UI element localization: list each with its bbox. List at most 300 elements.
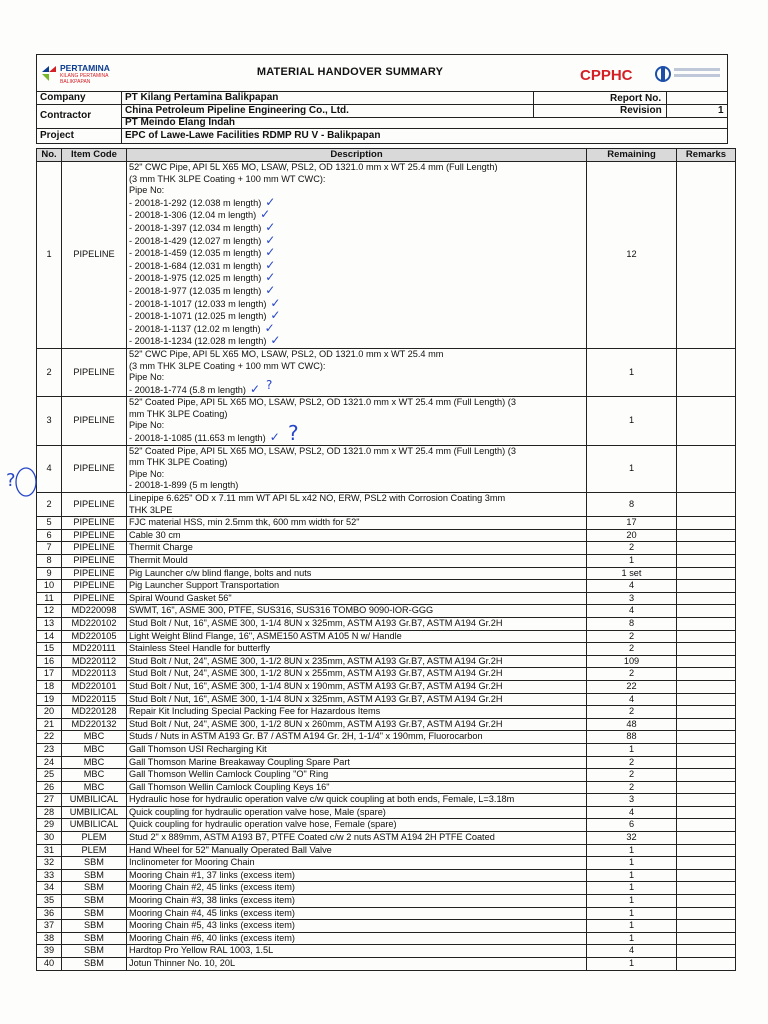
- row-description: Thermit Mould: [127, 555, 587, 568]
- row-remarks: [677, 580, 736, 593]
- row-description: FJC material HSS, min 2.5mm thk, 600 mm width for 52": [127, 517, 587, 530]
- row-remaining: 1 set: [587, 567, 677, 580]
- description-line: mm THK 3LPE Coating): [129, 457, 228, 468]
- row-description: Hydraulic hose for hydraulic operation valve c/w quick coupling at both ends, Female, L=3.18m: [127, 794, 587, 807]
- row-no: 30: [37, 832, 62, 845]
- row-remarks: [677, 806, 736, 819]
- row-description: Mooring Chain #5, 43 links (excess item): [127, 920, 587, 933]
- row-remaining: 2: [587, 781, 677, 794]
- description-line: Pipe No:: [129, 185, 165, 196]
- pipe-number-text: - 20018-1-975 (12.025 m length): [129, 273, 262, 284]
- check-mark-icon: ✓: [249, 381, 261, 396]
- row-item-code: SBM: [62, 958, 127, 971]
- row-item-code: MD220098: [62, 605, 127, 618]
- circle-annotation-icon: [14, 466, 38, 498]
- pipe-number-line: [129, 232, 584, 248]
- row-remarks: [677, 542, 736, 555]
- row-remaining: 2: [587, 706, 677, 719]
- table-row: [37, 445, 736, 492]
- check-mark-icon: ✓: [265, 232, 276, 247]
- divider: [121, 91, 122, 144]
- row-no: 3: [37, 397, 62, 445]
- row-description: Stud Bolt / Nut, 16", ASME 300, 1-1/4 8UN x 325mm, ASTM A193 Gr.B7, ASTM A194 Gr.2H: [127, 693, 587, 706]
- row-remaining: 1: [587, 743, 677, 756]
- row-item-code: PIPELINE: [62, 162, 127, 349]
- row-remarks: [677, 493, 736, 517]
- row-description: Mooring Chain #1, 37 links (excess item): [127, 869, 587, 882]
- row-remaining: 6: [587, 819, 677, 832]
- description-line: Pipe No:: [129, 468, 165, 479]
- question-mark-annotation: ?: [6, 470, 16, 491]
- row-remarks: [677, 718, 736, 731]
- table-row: [37, 869, 736, 882]
- row-item-code: MD220111: [62, 643, 127, 656]
- pipe-number-line: [129, 194, 584, 210]
- row-no: 19: [37, 693, 62, 706]
- row-remarks: [677, 945, 736, 958]
- row-item-code: MD220132: [62, 718, 127, 731]
- row-item-code: PLEM: [62, 832, 127, 845]
- row-no: 2: [37, 493, 62, 517]
- row-remaining: 1: [587, 397, 677, 445]
- pipe-number-line: [129, 219, 584, 235]
- check-mark-icon: ✓: [265, 245, 276, 260]
- row-item-code: PIPELINE: [62, 397, 127, 445]
- row-remaining: 1: [587, 555, 677, 568]
- table-row: [37, 832, 736, 845]
- row-no: 32: [37, 857, 62, 870]
- row-no: 35: [37, 895, 62, 908]
- row-remaining: 2: [587, 630, 677, 643]
- contractor-value-1: China Petroleum Pipeline Engineering Co., Ltd.: [125, 105, 349, 116]
- row-description: Gall Thomson Marine Breakaway Coupling Spare Part: [127, 756, 587, 769]
- table-row: [37, 630, 736, 643]
- description-line: Pipe No:: [129, 372, 165, 383]
- row-remarks: [677, 907, 736, 920]
- row-item-code: MBC: [62, 769, 127, 782]
- row-item-code: SBM: [62, 895, 127, 908]
- row-description: [127, 348, 587, 396]
- pipe-number-text: - 20018-1-684 (12.031 m length): [129, 260, 262, 271]
- row-item-code: MD220102: [62, 617, 127, 630]
- row-item-code: MD220113: [62, 668, 127, 681]
- row-no: 8: [37, 555, 62, 568]
- row-no: 21: [37, 718, 62, 731]
- row-description: Hand Wheel for 52" Manually Operated Ball Valve: [127, 844, 587, 857]
- row-no: 4: [37, 445, 62, 492]
- divider: [36, 128, 728, 129]
- company-value: PT Kilang Pertamina Balikpapan: [125, 92, 279, 103]
- row-no: 17: [37, 668, 62, 681]
- row-remaining: 3: [587, 794, 677, 807]
- row-remaining: 1: [587, 907, 677, 920]
- row-description: Cable 30 cm: [127, 529, 587, 542]
- project-label: Project: [40, 130, 74, 141]
- contractor-label: Contractor: [40, 110, 92, 121]
- pipe-number-text: - 20018-1-397 (12.034 m length): [129, 222, 262, 233]
- row-description: Quick coupling for hydraulic operation valve hose, Male (spare): [127, 806, 587, 819]
- row-description: Stud Bolt / Nut, 24", ASME 300, 1-1/2 8UN x 255mm, ASTM A193 Gr.B7, ASTM A194 Gr.2H: [127, 668, 587, 681]
- row-remaining: 2: [587, 668, 677, 681]
- description-line: THK 3LPE: [129, 504, 173, 515]
- row-item-code: PIPELINE: [62, 580, 127, 593]
- row-remarks: [677, 895, 736, 908]
- table-row: [37, 706, 736, 719]
- row-description: Mooring Chain #2, 45 links (excess item): [127, 882, 587, 895]
- row-description: Gall Thomson Wellin Camlock Coupling "O" Ring: [127, 769, 587, 782]
- row-remaining: 32: [587, 832, 677, 845]
- table-row: [37, 397, 736, 445]
- pipe-number-line: [129, 257, 584, 273]
- row-no: 12: [37, 605, 62, 618]
- row-description: SWMT, 16", ASME 300, PTFE, SUS316, SUS316 TOMBO 9090-IOR-GGG: [127, 605, 587, 618]
- row-item-code: MBC: [62, 781, 127, 794]
- row-remarks: [677, 743, 736, 756]
- table-row: [37, 756, 736, 769]
- pipe-number-line: [129, 310, 584, 323]
- table-row: [37, 162, 736, 349]
- table-row: [37, 555, 736, 568]
- row-remarks: [677, 592, 736, 605]
- row-remaining: 1: [587, 920, 677, 933]
- row-description: Stud Bolt / Nut, 24", ASME 300, 1-1/2 8UN x 260mm, ASTM A193 Gr.B7, ASTM A194 Gr.2H: [127, 718, 587, 731]
- row-remarks: [677, 668, 736, 681]
- row-no: 11: [37, 592, 62, 605]
- row-no: 27: [37, 794, 62, 807]
- row-remaining: 4: [587, 580, 677, 593]
- row-remaining: 109: [587, 655, 677, 668]
- row-description: Gall Thomson Wellin Camlock Coupling Keys 16": [127, 781, 587, 794]
- row-remarks: [677, 731, 736, 744]
- row-item-code: MBC: [62, 756, 127, 769]
- cpphc-meindo-logo-icon: [578, 62, 726, 88]
- row-no: 40: [37, 958, 62, 971]
- description-line: 52" CWC Pipe, API 5L X65 MO, LSAW, PSL2, OD 1321.0 mm x WT 25.4 mm: [129, 348, 444, 359]
- row-item-code: PIPELINE: [62, 529, 127, 542]
- table-row: [37, 781, 736, 794]
- contractor-value-2: PT Meindo Elang Indah: [125, 117, 235, 128]
- page-title: MATERIAL HANDOVER SUMMARY: [256, 66, 444, 78]
- table-row: [37, 542, 736, 555]
- pipe-number-line: [129, 209, 584, 222]
- pipe-number-text: - 20018-1-1137 (12.02 m length): [129, 323, 261, 334]
- row-remarks: [677, 769, 736, 782]
- items-table: [36, 148, 736, 971]
- table-row: [37, 529, 736, 542]
- pipe-number-text: - 20018-1-774 (5.8 m length): [129, 384, 246, 395]
- row-no: 14: [37, 630, 62, 643]
- table-row: [37, 693, 736, 706]
- description-line: (3 mm THK 3LPE Coating + 100 mm WT CWC):: [129, 360, 326, 371]
- row-remarks: [677, 844, 736, 857]
- logo-right-text: CPPHC: [580, 67, 633, 84]
- row-remaining: 4: [587, 945, 677, 958]
- divider: [666, 91, 667, 117]
- revision-value: 1: [718, 105, 724, 116]
- row-remaining: 1: [587, 348, 677, 396]
- pipe-number-text: - 20018-1-459 (12.035 m length): [129, 248, 262, 259]
- row-no: 18: [37, 680, 62, 693]
- row-description: Pig Launcher c/w blind flange, bolts and nuts: [127, 567, 587, 580]
- row-remaining: 1: [587, 445, 677, 492]
- table-row: [37, 932, 736, 945]
- row-no: 39: [37, 945, 62, 958]
- row-no: 2: [37, 348, 62, 396]
- logo-left-name: PERTAMINA: [60, 63, 110, 73]
- row-description: Thermit Charge: [127, 542, 587, 555]
- row-description: Inclinometer for Mooring Chain: [127, 857, 587, 870]
- row-item-code: UMBILICAL: [62, 819, 127, 832]
- row-item-code: PIPELINE: [62, 567, 127, 580]
- pipe-number-text: - 20018-1-899 (5 m length): [129, 480, 239, 491]
- row-item-code: MBC: [62, 731, 127, 744]
- row-description: Studs / Nuts in ASTM A193 Gr. B7 / ASTM A194 Gr. 2H, 1-1/4" x 190mm, Fluorocarbon: [127, 731, 587, 744]
- col-remarks: Remarks: [677, 149, 736, 162]
- row-remarks: [677, 781, 736, 794]
- row-item-code: PLEM: [62, 844, 127, 857]
- row-description: Mooring Chain #4, 45 links (excess item): [127, 907, 587, 920]
- row-remarks: [677, 630, 736, 643]
- description-line: 52" Coated Pipe, API 5L X65 MO, LSAW, PSL2, OD 1321.0 mm x WT 25.4 mm (Full Length) (3: [129, 397, 516, 408]
- pipe-number-text: - 20018-1-1085 (11.653 m length): [129, 433, 266, 444]
- row-remarks: [677, 162, 736, 349]
- table-row: [37, 605, 736, 618]
- contractor-logo: [578, 62, 726, 88]
- project-value: EPC of Lawe-Lawe Facilities RDMP RU V - Balikpapan: [125, 130, 381, 141]
- row-item-code: PIPELINE: [62, 555, 127, 568]
- revision-label: Revision: [620, 105, 662, 116]
- row-item-code: SBM: [62, 945, 127, 958]
- description-line: 52" CWC Pipe, API 5L X65 MO, LSAW, PSL2, OD 1321.0 mm x WT 25.4 mm (Full Length): [129, 162, 498, 172]
- row-remarks: [677, 706, 736, 719]
- col-item-code: Item Code: [62, 149, 127, 162]
- row-item-code: SBM: [62, 882, 127, 895]
- pipe-number-text: - 20018-1-977 (12.035 m length): [129, 285, 262, 296]
- pertamina-logo: [40, 60, 122, 90]
- row-no: 20: [37, 706, 62, 719]
- row-item-code: PIPELINE: [62, 517, 127, 530]
- row-remaining: 12: [587, 162, 677, 349]
- table-row: [37, 945, 736, 958]
- row-no: 34: [37, 882, 62, 895]
- row-description: Stud 2" x 889mm, ASTM A193 B7, PTFE Coated c/w 2 nuts ASTM A194 2H PTFE Coated: [127, 832, 587, 845]
- row-description: Hardtop Pro Yellow RAL 1003, 1.5L: [127, 945, 587, 958]
- row-remaining: 1: [587, 882, 677, 895]
- pertamina-mark-icon: [40, 62, 58, 84]
- table-row: [37, 743, 736, 756]
- row-remaining: 2: [587, 756, 677, 769]
- row-remarks: [677, 932, 736, 945]
- row-remarks: [677, 794, 736, 807]
- row-description: Jotun Thinner No. 10, 20L: [127, 958, 587, 971]
- row-no: 38: [37, 932, 62, 945]
- row-remaining: 2: [587, 542, 677, 555]
- row-no: 33: [37, 869, 62, 882]
- row-description: Gall Thomson USI Recharging Kit: [127, 743, 587, 756]
- table-row: [37, 718, 736, 731]
- table-row: [37, 567, 736, 580]
- pipe-number-line: [129, 381, 584, 397]
- row-item-code: PIPELINE: [62, 592, 127, 605]
- row-no: 31: [37, 844, 62, 857]
- row-no: 23: [37, 743, 62, 756]
- pipe-number-text: - 20018-1-292 (12.038 m length): [129, 197, 262, 208]
- check-mark-icon: ✓: [265, 282, 276, 297]
- row-remarks: [677, 517, 736, 530]
- description-line: Pipe No:: [129, 420, 165, 431]
- description-line: mm THK 3LPE Coating): [129, 408, 228, 419]
- table-row: [37, 882, 736, 895]
- row-remarks: [677, 605, 736, 618]
- table-row: [37, 731, 736, 744]
- row-description: [127, 162, 587, 349]
- table-row: [37, 580, 736, 593]
- row-remaining: 22: [587, 680, 677, 693]
- row-remarks: [677, 655, 736, 668]
- table-row: [37, 592, 736, 605]
- row-no: 29: [37, 819, 62, 832]
- row-no: 5: [37, 517, 62, 530]
- row-remaining: 1: [587, 932, 677, 945]
- row-remaining: 3: [587, 592, 677, 605]
- row-remarks: [677, 529, 736, 542]
- row-item-code: UMBILICAL: [62, 794, 127, 807]
- col-no: No.: [37, 149, 62, 162]
- row-no: 10: [37, 580, 62, 593]
- row-description: Stud Bolt / Nut, 16", ASME 300, 1-1/4 8UN x 325mm, ASTM A193 Gr.B7, ASTM A194 Gr.2H: [127, 617, 587, 630]
- row-remaining: 2: [587, 643, 677, 656]
- row-item-code: PIPELINE: [62, 493, 127, 517]
- row-remaining: 1: [587, 869, 677, 882]
- row-item-code: MBC: [62, 743, 127, 756]
- col-description: Description: [127, 149, 587, 162]
- row-item-code: PIPELINE: [62, 348, 127, 396]
- row-description: Stainless Steel Handle for butterfly: [127, 643, 587, 656]
- row-item-code: SBM: [62, 907, 127, 920]
- check-mark-icon: ✓: [265, 219, 276, 234]
- pipe-number-line: [129, 272, 584, 285]
- check-mark-icon: ✓: [269, 430, 280, 445]
- table-header-row: [37, 149, 736, 162]
- row-remarks: [677, 693, 736, 706]
- row-remaining: 4: [587, 693, 677, 706]
- report-no-label: Report No.: [610, 93, 662, 104]
- row-no: 1: [37, 162, 62, 349]
- row-item-code: MD220112: [62, 655, 127, 668]
- check-mark-icon: ✓: [265, 194, 276, 209]
- row-no: 24: [37, 756, 62, 769]
- pipe-number-text: - 20018-1-429 (12.027 m length): [129, 235, 262, 246]
- row-no: 22: [37, 731, 62, 744]
- row-remarks: [677, 348, 736, 396]
- check-mark-icon: ✓: [265, 257, 276, 272]
- row-description: [127, 445, 587, 492]
- table-row: [37, 794, 736, 807]
- row-remarks: [677, 756, 736, 769]
- row-item-code: MD220101: [62, 680, 127, 693]
- row-item-code: SBM: [62, 869, 127, 882]
- table-row: [37, 907, 736, 920]
- divider: [533, 91, 534, 117]
- row-description: Pig Launcher Support Transportation: [127, 580, 587, 593]
- pipe-number-text: - 20018-1-1071 (12.025 m length): [129, 311, 267, 322]
- row-remarks: [677, 869, 736, 882]
- row-item-code: PIPELINE: [62, 445, 127, 492]
- check-mark-icon: ✓: [264, 320, 275, 335]
- row-item-code: MD220115: [62, 693, 127, 706]
- row-no: 25: [37, 769, 62, 782]
- company-label: Company: [40, 92, 86, 103]
- table-row: [37, 493, 736, 517]
- check-mark-icon: ✓: [265, 270, 276, 285]
- table-row: [37, 680, 736, 693]
- table-row: [37, 617, 736, 630]
- row-description: [127, 493, 587, 517]
- row-remarks: [677, 555, 736, 568]
- table-row: [37, 958, 736, 971]
- question-mark-annotation: ?: [288, 421, 299, 445]
- col-remaining: Remaining: [587, 149, 677, 162]
- row-remaining: 2: [587, 769, 677, 782]
- row-remarks: [677, 445, 736, 492]
- logo-left-sub: KILANG PERTAMINA BALIKPAPAN: [60, 73, 109, 85]
- check-mark-icon: ✓: [260, 207, 271, 222]
- row-remaining: 48: [587, 718, 677, 731]
- row-remarks: [677, 680, 736, 693]
- row-remaining: 8: [587, 617, 677, 630]
- pipe-number-line: [129, 320, 584, 336]
- row-item-code: UMBILICAL: [62, 806, 127, 819]
- row-remaining: 8: [587, 493, 677, 517]
- description-line: Linepipe 6.625" OD x 7.11 mm WT API 5L x42 NO, ERW, PSL2 with Corrosion Coating 3mm: [129, 493, 506, 504]
- pipe-number-text: - 20018-1-306 (12.04 m length): [129, 210, 257, 221]
- check-mark-icon: ✓: [270, 333, 281, 348]
- pipe-number-line: [129, 295, 584, 311]
- row-item-code: SBM: [62, 932, 127, 945]
- row-description: Mooring Chain #3, 38 links (excess item): [127, 895, 587, 908]
- row-remaining: 4: [587, 605, 677, 618]
- row-no: 36: [37, 907, 62, 920]
- question-mark-annotation: ?: [266, 378, 273, 392]
- row-remaining: 88: [587, 731, 677, 744]
- row-no: 37: [37, 920, 62, 933]
- row-remarks: [677, 882, 736, 895]
- row-item-code: PIPELINE: [62, 542, 127, 555]
- pipe-number-line: [129, 480, 584, 492]
- table-row: [37, 517, 736, 530]
- row-no: 6: [37, 529, 62, 542]
- row-no: 7: [37, 542, 62, 555]
- row-description: Quick coupling for hydraulic operation valve hose, Female (spare): [127, 819, 587, 832]
- table-row: [37, 819, 736, 832]
- row-remarks: [677, 617, 736, 630]
- row-remaining: 1: [587, 895, 677, 908]
- row-remarks: [677, 857, 736, 870]
- table-row: [37, 844, 736, 857]
- description-line: 52" Coated Pipe, API 5L X65 MO, LSAW, PSL2, OD 1321.0 mm x WT 25.4 mm (Full Length) (3: [129, 445, 516, 456]
- table-row: [37, 857, 736, 870]
- table-row: [37, 920, 736, 933]
- row-description: Stud Bolt / Nut, 16", ASME 300, 1-1/4 8UN x 190mm, ASTM A193 Gr.B7, ASTM A194 Gr.2H: [127, 680, 587, 693]
- row-remaining: 4: [587, 806, 677, 819]
- row-item-code: MD220105: [62, 630, 127, 643]
- row-no: 16: [37, 655, 62, 668]
- row-no: 28: [37, 806, 62, 819]
- row-no: 13: [37, 617, 62, 630]
- row-remarks: [677, 397, 736, 445]
- row-remaining: 17: [587, 517, 677, 530]
- row-item-code: SBM: [62, 857, 127, 870]
